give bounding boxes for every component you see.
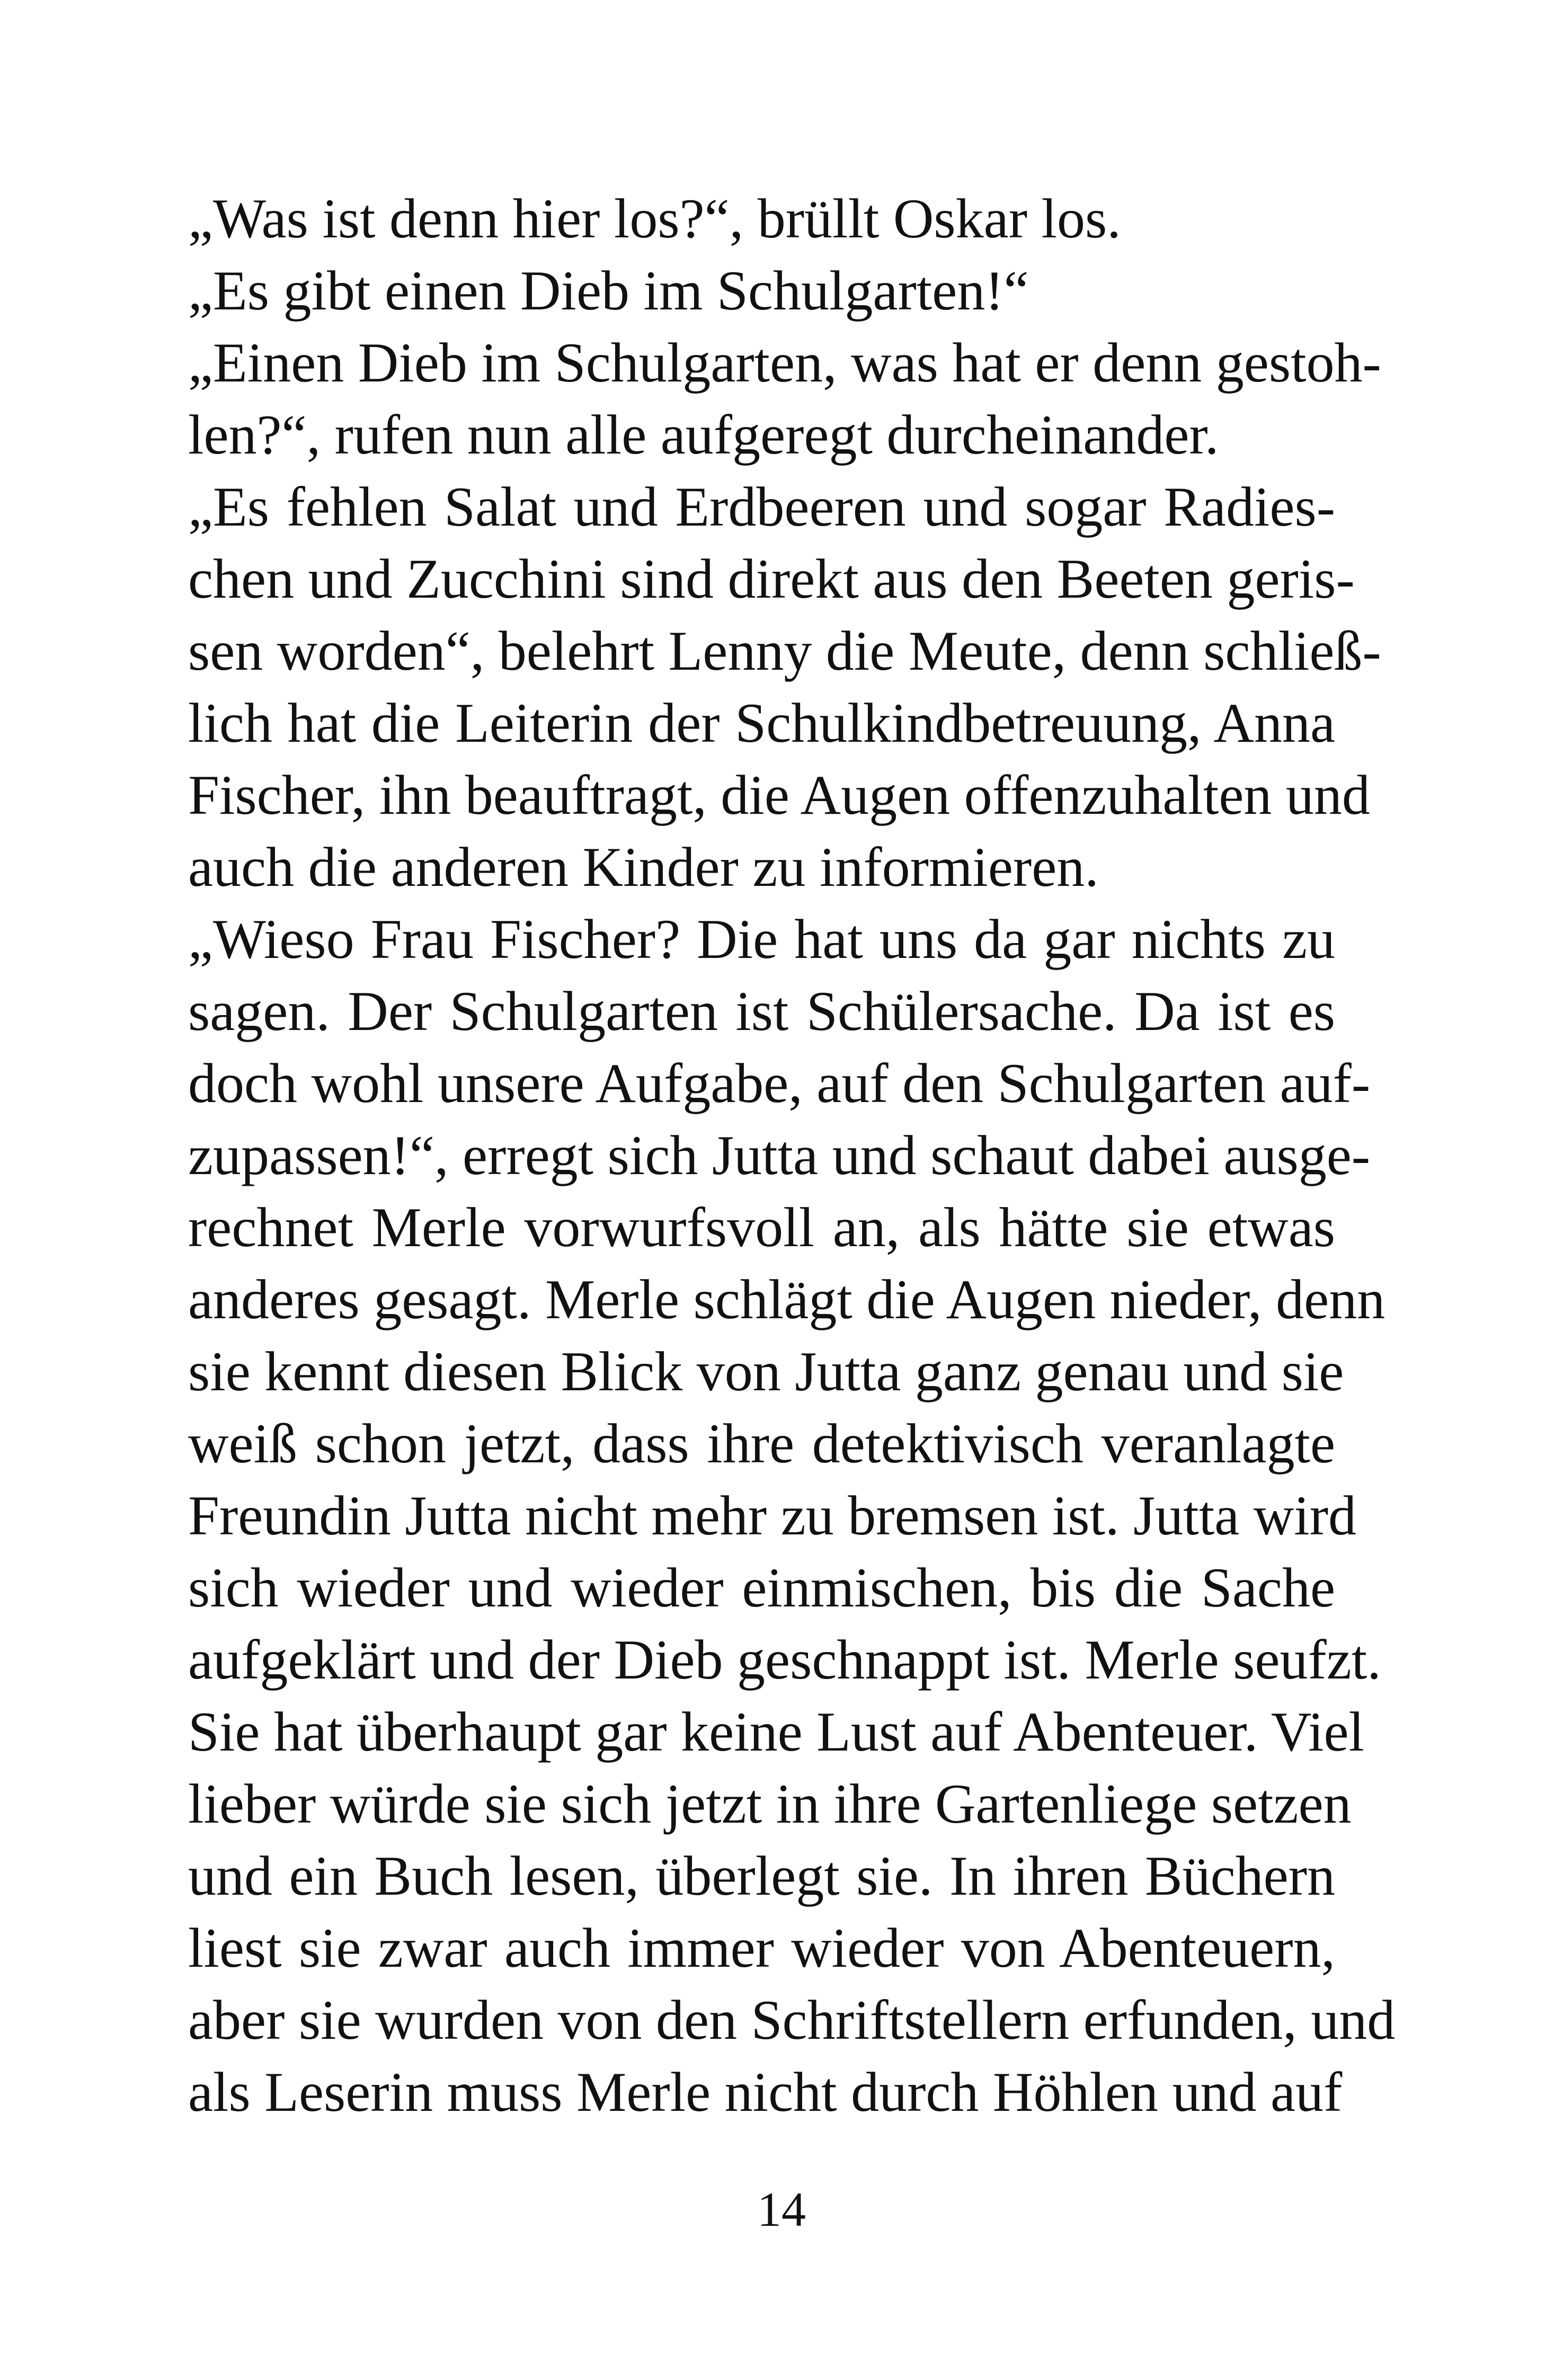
text-line: rechnet Merle vorwurfsvoll an, als hätte sie etwas bbox=[188, 1196, 1335, 1258]
text-line: Freundin Jutta nicht mehr zu bremsen ist. Jutta wird bbox=[188, 1485, 1356, 1547]
text-line: „Es gibt einen Dieb im Schulgarten!“ bbox=[188, 260, 1029, 322]
text-line: auch die anderen Kinder zu informieren. bbox=[188, 836, 1099, 898]
text-line: chen und Zucchini sind direkt aus den Beeten geris- bbox=[188, 548, 1355, 610]
text-line: sich wieder und wieder einmischen, bis die Sache bbox=[188, 1557, 1335, 1619]
text-line: Sie hat überhaupt gar keine Lust auf Abenteuer. Viel bbox=[188, 1701, 1364, 1763]
text-line: zupassen!“, erregt sich Jutta und schaut dabei ausge- bbox=[188, 1124, 1371, 1186]
text-line: weiß schon jetzt, dass ihre detektivisch veranlagte bbox=[188, 1413, 1335, 1475]
text-line: aufgeklärt und der Dieb geschnappt ist. Merle seufzt. bbox=[188, 1629, 1381, 1691]
text-line: und ein Buch lesen, überlegt sie. In ihren Büchern bbox=[188, 1845, 1335, 1907]
page-number: 14 bbox=[757, 2182, 806, 2236]
text-line: doch wohl unsere Aufgabe, auf den Schulgarten auf- bbox=[188, 1052, 1371, 1114]
text-line: als Leserin muss Merle nicht durch Höhlen und auf bbox=[188, 2061, 1343, 2123]
text-line: sen worden“, belehrt Lenny die Meute, denn schließ- bbox=[188, 620, 1381, 682]
text-line: liest sie zwar auch immer wieder von Abenteuern, bbox=[188, 1917, 1335, 1979]
text-line: „Wieso Frau Fischer? Die hat uns da gar nichts zu bbox=[188, 908, 1335, 970]
text-line: len?“, rufen nun alle aufgeregt durcheinander. bbox=[188, 404, 1219, 466]
text-line: lich hat die Leiterin der Schulkindbetreuung, Anna bbox=[188, 692, 1335, 754]
text-line: „Es fehlen Salat und Erdbeeren und sogar Radies- bbox=[188, 476, 1335, 538]
text-line: aber sie wurden von den Schriftstellern erfunden, und bbox=[188, 1989, 1396, 2051]
text-line: anderes gesagt. Merle schlägt die Augen nieder, denn bbox=[188, 1268, 1386, 1330]
text-line: lieber würde sie sich jetzt in ihre Gartenliege setzen bbox=[188, 1773, 1352, 1835]
text-line: „Was ist denn hier los?“, brüllt Oskar los. bbox=[188, 188, 1121, 250]
text-line: Fischer, ihn beauftragt, die Augen offenzuhalten und bbox=[188, 764, 1370, 826]
text-line: „Einen Dieb im Schulgarten, was hat er denn gestoh- bbox=[188, 332, 1381, 394]
text-line: sagen. Der Schulgarten ist Schülersache. Da ist es bbox=[188, 980, 1335, 1042]
body-text bbox=[188, 183, 1396, 2128]
text-line: sie kennt diesen Blick von Jutta ganz genau und sie bbox=[188, 1340, 1344, 1402]
